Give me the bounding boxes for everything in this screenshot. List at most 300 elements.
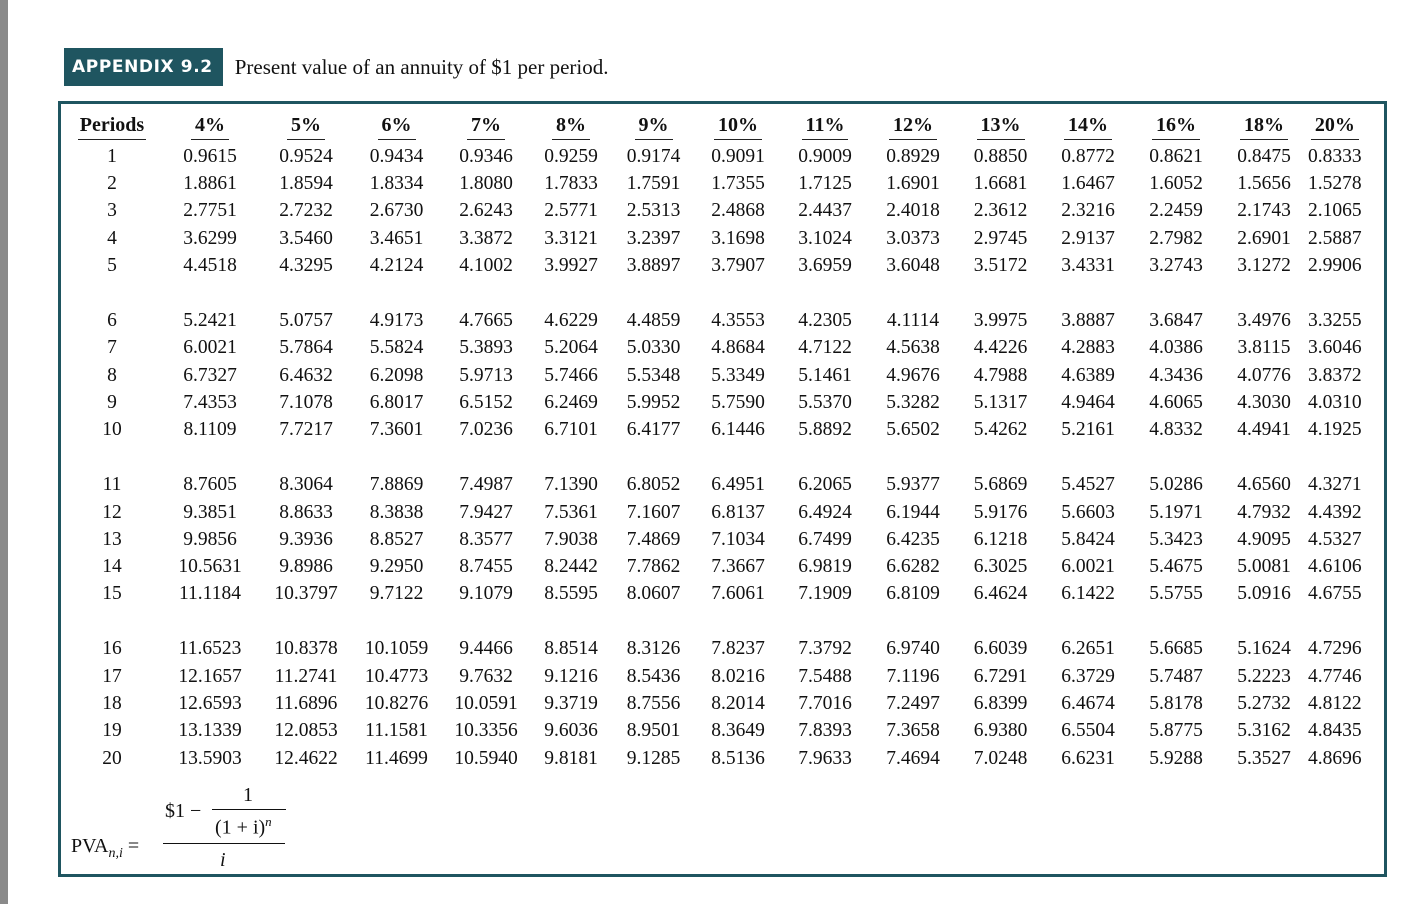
value-cell: 5.6603 xyxy=(1061,501,1115,523)
value-cell: 4.3436 xyxy=(1149,364,1203,386)
value-cell: 10.1059 xyxy=(364,638,429,660)
table-row xyxy=(65,389,1362,416)
formula-inner-numerator: 1 xyxy=(243,784,253,806)
value-cell: 2.2459 xyxy=(1149,200,1203,222)
value-cell: 6.6282 xyxy=(886,556,940,578)
value-cell: 2.4437 xyxy=(798,200,852,222)
value-cell: 7.7217 xyxy=(279,419,333,441)
value-cell: 5.1317 xyxy=(973,391,1028,413)
period-cell: 4 xyxy=(107,227,117,249)
period-cell: 12 xyxy=(102,501,122,523)
value-cell: 4.1114 xyxy=(886,309,940,331)
period-cell: 9 xyxy=(107,391,117,413)
period-cell: 13 xyxy=(102,528,122,550)
header-label: 14% xyxy=(1064,114,1112,140)
value-cell: 2.9906 xyxy=(1308,254,1362,276)
value-cell: 6.7327 xyxy=(183,364,237,386)
value-cell: 4.0310 xyxy=(1308,391,1362,413)
table-row xyxy=(65,581,1362,608)
table-row xyxy=(65,307,1362,335)
value-cell: 3.1698 xyxy=(711,227,765,249)
rate-header xyxy=(351,112,442,143)
formula-lhs-symbol: PVA xyxy=(71,835,109,857)
value-cell: 0.9091 xyxy=(711,145,765,167)
value-cell: 4.8696 xyxy=(1308,747,1362,769)
value-cell: 6.4177 xyxy=(626,419,681,441)
value-cell: 2.6901 xyxy=(1237,227,1291,249)
header-label: 4% xyxy=(191,114,229,140)
value-cell: 6.4632 xyxy=(279,364,333,386)
value-cell: 4.0776 xyxy=(1237,364,1291,386)
formula-inner-exponent: n xyxy=(265,814,272,829)
value-cell: 5.6685 xyxy=(1149,638,1203,660)
value-cell: 1.8594 xyxy=(279,172,333,194)
value-cell: 0.8929 xyxy=(886,145,940,167)
value-cell: 5.3423 xyxy=(1149,528,1203,550)
value-cell: 4.2124 xyxy=(369,254,424,276)
value-cell: 4.9173 xyxy=(369,309,424,331)
value-cell: 8.8527 xyxy=(369,528,424,550)
value-cell: 5.2064 xyxy=(544,337,598,359)
value-cell: 7.9427 xyxy=(459,501,513,523)
value-cell: 5.5824 xyxy=(369,337,424,359)
period-cell: 2 xyxy=(107,172,117,194)
table-row xyxy=(65,553,1362,580)
formula-dollar-minus: $1 − xyxy=(165,800,202,822)
value-cell: 10.5940 xyxy=(454,747,518,769)
formula-lhs xyxy=(71,835,139,862)
value-cell: 6.8052 xyxy=(626,474,681,496)
value-cell: 6.2651 xyxy=(1061,638,1115,660)
value-cell: 8.5595 xyxy=(544,583,598,605)
value-cell: 1.7355 xyxy=(711,172,765,194)
value-cell: 5.9377 xyxy=(886,474,940,496)
header-label: 6% xyxy=(378,114,416,140)
value-cell: 11.1581 xyxy=(365,720,428,742)
table-row xyxy=(65,471,1362,499)
value-cell: 5.9952 xyxy=(626,391,681,413)
value-cell: 6.1446 xyxy=(711,419,765,441)
value-cell: 8.8633 xyxy=(279,501,333,523)
value-cell: 4.9676 xyxy=(886,364,940,386)
value-cell: 4.6106 xyxy=(1308,556,1362,578)
value-cell: 7.1909 xyxy=(798,583,852,605)
value-cell: 5.7487 xyxy=(1149,665,1203,687)
group-spacer xyxy=(65,444,1362,472)
value-cell: 8.8514 xyxy=(544,638,598,660)
value-cell: 8.3577 xyxy=(459,528,513,550)
value-cell: 9.2950 xyxy=(369,556,424,578)
value-cell: 8.0607 xyxy=(626,583,681,605)
value-cell: 6.1944 xyxy=(886,501,940,523)
value-cell: 4.4226 xyxy=(973,337,1028,359)
value-cell: 1.6681 xyxy=(973,172,1028,194)
value-cell: 7.4987 xyxy=(459,474,513,496)
value-cell: 6.8109 xyxy=(886,583,940,605)
value-cell: 8.7556 xyxy=(626,693,681,715)
value-cell: 10.8276 xyxy=(364,693,429,715)
value-cell: 2.4868 xyxy=(711,200,765,222)
period-cell: 8 xyxy=(107,364,117,386)
value-cell: 5.6502 xyxy=(886,419,940,441)
value-cell: 4.8435 xyxy=(1308,720,1362,742)
value-cell: 0.9259 xyxy=(544,145,598,167)
value-cell: 5.1624 xyxy=(1237,638,1291,660)
value-cell: 0.9174 xyxy=(626,145,681,167)
value-cell: 2.9137 xyxy=(1061,227,1115,249)
value-cell: 3.8372 xyxy=(1308,364,1362,386)
value-cell: 8.9501 xyxy=(626,720,681,742)
value-cell: 2.4018 xyxy=(886,200,940,222)
value-cell: 3.3872 xyxy=(459,227,513,249)
value-cell: 5.9176 xyxy=(973,501,1028,523)
value-cell: 9.8986 xyxy=(279,556,333,578)
value-cell: 4.4859 xyxy=(626,309,681,331)
table-row xyxy=(65,416,1362,443)
value-cell: 8.7455 xyxy=(459,556,513,578)
value-cell: 2.3612 xyxy=(973,200,1028,222)
value-cell: 8.3649 xyxy=(711,720,765,742)
value-cell: 2.1743 xyxy=(1237,200,1291,222)
value-cell: 2.1065 xyxy=(1308,200,1362,222)
value-cell: 6.4951 xyxy=(711,474,765,496)
value-cell: 5.8775 xyxy=(1149,720,1203,742)
value-cell: 4.7296 xyxy=(1308,638,1362,660)
value-cell: 1.8334 xyxy=(369,172,424,194)
value-cell: 4.6229 xyxy=(544,309,598,331)
header-label: 13% xyxy=(977,114,1025,140)
value-cell: 3.3121 xyxy=(544,227,598,249)
value-cell: 9.7122 xyxy=(369,583,424,605)
value-cell: 6.7101 xyxy=(544,419,598,441)
formula-main-fraction-bar xyxy=(163,843,285,844)
period-cell: 6 xyxy=(107,309,117,331)
rate-header xyxy=(1044,112,1132,143)
value-cell: 3.2397 xyxy=(626,227,681,249)
value-cell: 5.6869 xyxy=(973,474,1028,496)
table-row xyxy=(65,690,1362,717)
value-cell: 12.6593 xyxy=(178,693,242,715)
value-cell: 7.3601 xyxy=(369,419,424,441)
value-cell: 4.4941 xyxy=(1237,419,1291,441)
value-cell: 0.8772 xyxy=(1061,145,1115,167)
value-cell: 5.7864 xyxy=(279,337,333,359)
value-cell: 11.4699 xyxy=(365,747,428,769)
value-cell: 4.0386 xyxy=(1149,337,1203,359)
rate-header xyxy=(530,112,612,143)
value-cell: 1.6467 xyxy=(1061,172,1115,194)
value-cell: 4.7988 xyxy=(973,364,1028,386)
value-cell: 3.2743 xyxy=(1149,254,1203,276)
value-cell: 6.9380 xyxy=(973,720,1028,742)
appendix-caption xyxy=(64,48,609,86)
header-label: 10% xyxy=(714,114,762,140)
value-cell: 5.7466 xyxy=(544,364,598,386)
value-cell: 7.0236 xyxy=(459,419,513,441)
period-cell: 15 xyxy=(102,583,122,605)
value-cell: 13.1339 xyxy=(178,720,242,742)
value-cell: 4.1002 xyxy=(459,254,513,276)
rate-header xyxy=(781,112,869,143)
table-row xyxy=(65,362,1362,389)
value-cell: 3.4651 xyxy=(369,227,424,249)
value-cell: 1.6052 xyxy=(1149,172,1203,194)
value-cell: 10.5631 xyxy=(178,556,242,578)
value-cell: 0.8475 xyxy=(1237,145,1291,167)
value-cell: 6.7499 xyxy=(798,528,852,550)
rate-header xyxy=(442,112,530,143)
value-cell: 4.7122 xyxy=(798,337,852,359)
value-cell: 5.0757 xyxy=(279,309,333,331)
value-cell: 4.3030 xyxy=(1237,391,1291,413)
value-cell: 10.4773 xyxy=(364,665,429,687)
value-cell: 5.1461 xyxy=(798,364,852,386)
table-row xyxy=(65,143,1362,170)
value-cell: 4.9095 xyxy=(1237,528,1291,550)
value-cell: 0.9524 xyxy=(279,145,333,167)
group-spacer-row xyxy=(65,608,1362,636)
value-cell: 7.9038 xyxy=(544,528,598,550)
value-cell: 5.3282 xyxy=(886,391,940,413)
value-cell: 1.7125 xyxy=(798,172,852,194)
value-cell: 5.3349 xyxy=(711,364,765,386)
header-label: 18% xyxy=(1240,114,1288,140)
value-cell: 4.6755 xyxy=(1308,583,1362,605)
formula-equals: = xyxy=(127,835,140,857)
value-cell: 6.8137 xyxy=(711,501,765,523)
caption-title: Present value of an annuity of $1 per period. xyxy=(234,54,609,79)
value-cell: 12.1657 xyxy=(178,665,242,687)
value-cell: 9.9856 xyxy=(183,528,237,550)
value-cell: 6.0021 xyxy=(183,337,237,359)
value-cell: 1.7591 xyxy=(626,172,681,194)
value-cell: 8.0216 xyxy=(711,665,765,687)
value-cell: 11.6896 xyxy=(274,693,338,715)
header-label: 5% xyxy=(287,114,325,140)
value-cell: 1.5278 xyxy=(1308,172,1362,194)
value-cell: 2.5887 xyxy=(1308,227,1362,249)
group-spacer xyxy=(65,279,1362,307)
value-cell: 8.3064 xyxy=(279,474,333,496)
rate-header xyxy=(869,112,957,143)
periods-header xyxy=(65,112,159,143)
period-cell: 18 xyxy=(102,693,122,715)
formula-inner-denominator xyxy=(215,814,272,840)
value-cell: 3.1024 xyxy=(798,227,852,249)
value-cell: 6.9819 xyxy=(798,556,852,578)
period-cell: 11 xyxy=(102,474,122,496)
value-cell: 6.1218 xyxy=(973,528,1028,550)
period-cell: 14 xyxy=(102,556,122,578)
rate-header xyxy=(612,112,695,143)
value-cell: 6.2065 xyxy=(798,474,852,496)
value-cell: 3.0373 xyxy=(886,227,940,249)
value-cell: 7.5361 xyxy=(544,501,598,523)
value-cell: 0.8621 xyxy=(1149,145,1203,167)
value-cell: 7.2497 xyxy=(886,693,940,715)
value-cell: 13.5903 xyxy=(178,747,242,769)
value-cell: 7.1034 xyxy=(711,528,765,550)
group-spacer-row xyxy=(65,279,1362,307)
value-cell: 8.2014 xyxy=(711,693,765,715)
table-row xyxy=(65,252,1362,279)
value-cell: 6.4235 xyxy=(886,528,940,550)
value-cell: 9.1216 xyxy=(544,665,598,687)
value-cell: 5.8424 xyxy=(1061,528,1115,550)
value-cell: 12.0853 xyxy=(274,720,338,742)
value-cell: 8.5436 xyxy=(626,665,681,687)
left-window-edge xyxy=(0,0,8,904)
value-cell: 10.3797 xyxy=(274,583,338,605)
pva-formula xyxy=(71,780,331,872)
value-cell: 7.1196 xyxy=(886,665,940,687)
value-cell: 7.4694 xyxy=(886,747,940,769)
header-label: 11% xyxy=(802,114,849,140)
value-cell: 2.6243 xyxy=(459,200,513,222)
header-label: 8% xyxy=(552,114,590,140)
header-label: 7% xyxy=(467,114,505,140)
header-label: 16% xyxy=(1152,114,1200,140)
value-cell: 3.3255 xyxy=(1308,309,1362,331)
value-cell: 6.6039 xyxy=(973,638,1028,660)
value-cell: 5.1971 xyxy=(1149,501,1203,523)
value-cell: 2.7982 xyxy=(1149,227,1203,249)
value-cell: 5.5755 xyxy=(1149,583,1203,605)
value-cell: 7.6061 xyxy=(711,583,765,605)
value-cell: 5.2223 xyxy=(1237,665,1291,687)
value-cell: 4.7665 xyxy=(459,309,513,331)
value-cell: 5.9713 xyxy=(459,364,513,386)
value-cell: 8.1109 xyxy=(183,419,237,441)
value-cell: 11.6523 xyxy=(178,638,242,660)
group-spacer-row xyxy=(65,444,1362,472)
value-cell: 5.0081 xyxy=(1237,556,1291,578)
period-cell: 19 xyxy=(102,720,122,742)
value-cell: 6.5152 xyxy=(459,391,513,413)
appendix-tag: APPENDIX 9.2 xyxy=(64,48,223,86)
value-cell: 1.7833 xyxy=(544,172,598,194)
value-cell: 7.3667 xyxy=(711,556,765,578)
header-label: Periods xyxy=(78,114,146,140)
rate-header xyxy=(261,112,351,143)
value-cell: 9.7632 xyxy=(459,665,513,687)
value-cell: 6.3025 xyxy=(973,556,1028,578)
value-cell: 8.5136 xyxy=(711,747,765,769)
value-cell: 5.3893 xyxy=(459,337,513,359)
group-spacer xyxy=(65,608,1362,636)
table-row xyxy=(65,526,1362,553)
rate-header xyxy=(1220,112,1308,143)
value-cell: 4.3271 xyxy=(1308,474,1362,496)
value-cell: 5.2732 xyxy=(1237,693,1291,715)
value-cell: 2.6730 xyxy=(369,200,424,222)
value-cell: 6.8399 xyxy=(973,693,1028,715)
value-cell: 7.7016 xyxy=(798,693,852,715)
value-cell: 8.7605 xyxy=(183,474,237,496)
formula-inner-denominator-base: (1 + i) xyxy=(215,816,266,839)
value-cell: 4.6065 xyxy=(1149,391,1203,413)
value-cell: 10.8378 xyxy=(274,638,338,660)
value-cell: 2.7751 xyxy=(183,200,237,222)
value-cell: 4.2883 xyxy=(1061,337,1115,359)
value-cell: 5.0916 xyxy=(1237,583,1291,605)
value-cell: 4.3295 xyxy=(279,254,333,276)
value-cell: 5.4527 xyxy=(1061,474,1115,496)
table-row xyxy=(65,718,1362,745)
value-cell: 3.8897 xyxy=(626,254,681,276)
rate-header xyxy=(1308,112,1362,143)
value-cell: 3.4976 xyxy=(1237,309,1291,331)
value-cell: 1.8861 xyxy=(183,172,237,194)
period-cell: 1 xyxy=(107,145,117,167)
value-cell: 9.4466 xyxy=(459,638,513,660)
value-cell: 5.3527 xyxy=(1237,747,1291,769)
value-cell: 6.4674 xyxy=(1061,693,1115,715)
value-cell: 2.5771 xyxy=(544,200,598,222)
rate-header xyxy=(159,112,261,143)
value-cell: 0.9009 xyxy=(798,145,852,167)
value-cell: 5.7590 xyxy=(711,391,765,413)
table-header-row xyxy=(65,112,1362,143)
value-cell: 3.6299 xyxy=(183,227,237,249)
value-cell: 2.5313 xyxy=(626,200,681,222)
value-cell: 6.6231 xyxy=(1061,747,1115,769)
value-cell: 7.4869 xyxy=(626,528,681,550)
value-cell: 5.4675 xyxy=(1149,556,1203,578)
period-cell: 3 xyxy=(107,200,117,222)
value-cell: 6.2469 xyxy=(544,391,598,413)
rate-header xyxy=(1132,112,1220,143)
value-cell: 3.9927 xyxy=(544,254,598,276)
value-cell: 7.7862 xyxy=(626,556,681,578)
value-cell: 5.0330 xyxy=(626,337,681,359)
document-page xyxy=(8,0,1419,904)
value-cell: 5.0286 xyxy=(1149,474,1203,496)
value-cell: 7.3658 xyxy=(886,720,940,742)
value-cell: 7.1078 xyxy=(279,391,333,413)
header-label: 20% xyxy=(1311,114,1359,140)
value-cell: 6.8017 xyxy=(369,391,424,413)
period-cell: 7 xyxy=(107,337,117,359)
value-cell: 3.5172 xyxy=(973,254,1028,276)
value-cell: 7.4353 xyxy=(183,391,237,413)
value-cell: 6.7291 xyxy=(973,665,1028,687)
value-cell: 4.9464 xyxy=(1061,391,1115,413)
value-cell: 3.8887 xyxy=(1061,309,1115,331)
value-cell: 6.5504 xyxy=(1061,720,1115,742)
value-cell: 6.1422 xyxy=(1061,583,1115,605)
value-cell: 8.2442 xyxy=(544,556,598,578)
value-cell: 3.1272 xyxy=(1237,254,1291,276)
value-cell: 3.6847 xyxy=(1149,309,1203,331)
value-cell: 4.4518 xyxy=(183,254,237,276)
value-cell: 3.6959 xyxy=(798,254,852,276)
value-cell: 4.8684 xyxy=(711,337,765,359)
period-cell: 20 xyxy=(102,747,122,769)
value-cell: 9.3936 xyxy=(279,528,333,550)
value-cell: 4.6560 xyxy=(1237,474,1291,496)
table-row xyxy=(65,499,1362,526)
value-cell: 5.5370 xyxy=(798,391,852,413)
value-cell: 0.9615 xyxy=(183,145,237,167)
value-cell: 7.1607 xyxy=(626,501,681,523)
value-cell: 7.1390 xyxy=(544,474,598,496)
table-row xyxy=(65,335,1362,362)
value-cell: 4.2305 xyxy=(798,309,852,331)
value-cell: 4.8332 xyxy=(1149,419,1203,441)
value-cell: 4.5638 xyxy=(886,337,940,359)
value-cell: 4.8122 xyxy=(1308,693,1362,715)
